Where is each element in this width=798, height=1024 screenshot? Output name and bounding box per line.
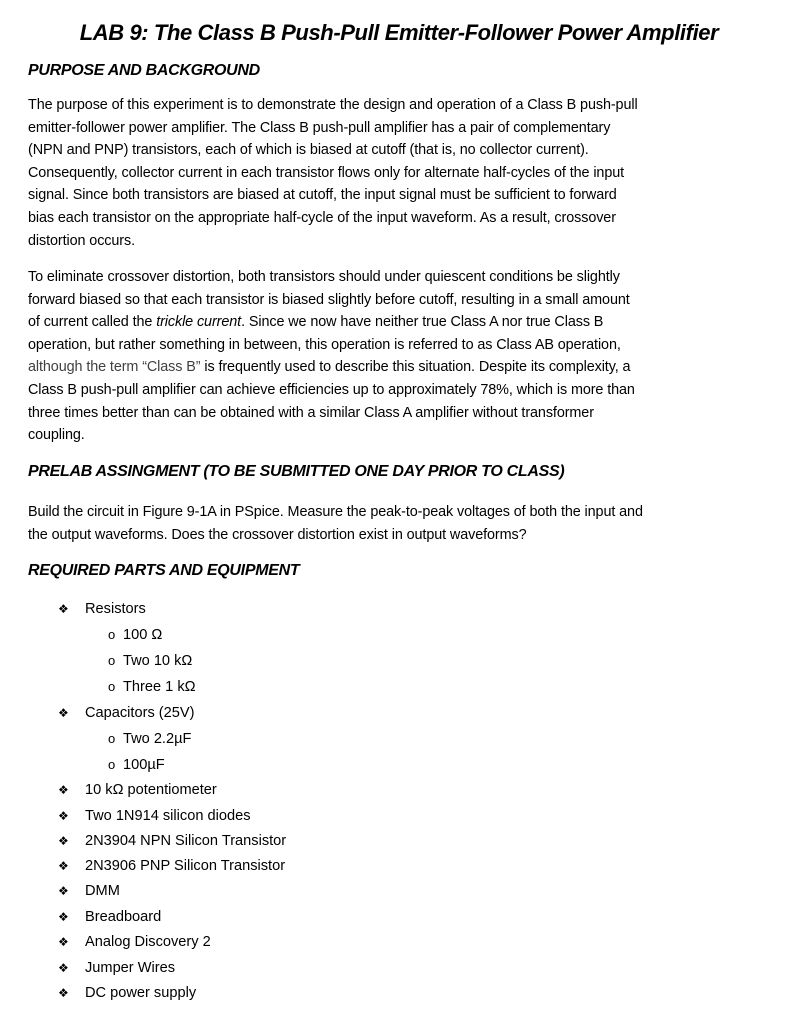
text-line: distortion occurs.	[28, 232, 135, 249]
prelab-paragraph	[28, 501, 768, 546]
circle-bullet-icon: o	[108, 653, 116, 668]
text-line: Class B push-pull amplifier can achieve efficiencies up to approximately 78%, which is more than	[28, 381, 635, 398]
sub-list-item	[108, 676, 196, 698]
text-run: . Since we now have neither true Class A nor true Class B	[241, 314, 604, 331]
text-line: the output waveforms. Does the crossover distortion exist in output waveforms?	[28, 526, 527, 543]
list-item	[58, 855, 285, 877]
purpose-paragraph-2	[28, 266, 768, 447]
text-line: Build the circuit in Figure 9-1A in PSpice. Measure the peak-to-peak voltages of both the input and	[28, 504, 643, 520]
list-item	[58, 931, 211, 953]
circle-bullet-icon: o	[108, 731, 116, 746]
text-line: To eliminate crossover distortion, both transistors should under quiescent conditions be slightly	[28, 269, 620, 285]
bullet-icon: ❖	[58, 910, 69, 924]
list-item	[58, 906, 161, 928]
text-line: bias each transistor on the appropriate half-cycle of the input waveform. As a result, crossover	[28, 209, 616, 226]
sub-list-item	[108, 650, 192, 672]
text-line: The purpose of this experiment is to demonstrate the design and operation of a Class B push-pull	[28, 97, 638, 113]
bullet-icon: ❖	[58, 834, 69, 848]
list-item-label: 2N3904 NPN Silicon Transistor	[85, 833, 287, 849]
text-line: operation, but rather something in between, this operation is referred to as Class AB operation,	[28, 336, 621, 353]
bullet-icon: ❖	[58, 706, 69, 720]
list-item-label: 10 kΩ potentiometer	[85, 782, 217, 798]
bullet-icon: ❖	[58, 602, 69, 616]
bullet-icon: ❖	[58, 935, 69, 949]
sub-list-item-label: Two 2.2µF	[123, 731, 192, 747]
circle-bullet-icon: o	[108, 757, 116, 772]
list-item	[58, 957, 175, 979]
bullet-icon: ❖	[58, 809, 69, 823]
list-item	[58, 830, 286, 852]
circle-bullet-icon: o	[108, 627, 116, 642]
list-item-label: Two 1N914 silicon diodes	[85, 808, 251, 824]
text-line: signal. Since both transistors are biased at cutoff, the input signal must be sufficient to forward	[28, 187, 617, 204]
emphasis-trickle-current: trickle current	[156, 314, 242, 331]
text-line: Consequently, collector current in each transistor flows only for alternate half-cycles of the input	[28, 164, 625, 181]
parts-heading: REQUIRED PARTS AND EQUIPMENT	[28, 562, 300, 579]
sub-list-item	[108, 754, 165, 776]
bullet-icon: ❖	[58, 859, 69, 873]
list-item-label: Jumper Wires	[85, 960, 176, 976]
list-item-label: DMM	[85, 883, 120, 899]
text-line: three times better than can be obtained with a similar Class A amplifier without transformer	[28, 404, 594, 421]
text-line	[28, 311, 768, 334]
list-item	[58, 880, 120, 902]
list-item-label: Analog Discovery 2	[85, 934, 211, 950]
purpose-heading: PURPOSE AND BACKGROUND	[28, 62, 260, 79]
bullet-icon: ❖	[58, 986, 69, 1000]
list-item-label: DC power supply	[85, 985, 197, 1001]
bullet-icon: ❖	[58, 961, 69, 975]
text-line: emitter-follower power amplifier. The Class B push-pull amplifier has a pair of complementary	[28, 119, 611, 136]
list-item-label: Resistors	[85, 601, 146, 617]
sub-list-item-label: Two 10 kΩ	[123, 653, 193, 669]
list-item	[58, 598, 146, 620]
text-run: although the term “Class B”	[28, 359, 201, 376]
text-line: (NPN and PNP) transistors, each of which is biased at cutoff (that is, no collector current).	[28, 142, 589, 159]
text-line: coupling.	[28, 427, 85, 444]
sub-list-item-label: 100µF	[123, 757, 165, 773]
list-item	[58, 779, 217, 801]
purpose-paragraph-1	[28, 94, 768, 252]
sub-list-item-label: 100 Ω	[123, 627, 163, 643]
text-line	[28, 356, 768, 379]
prelab-heading: PRELAB ASSINGMENT (TO BE SUBMITTED ONE DAY PRIOR TO CLASS)	[28, 463, 565, 480]
bullet-icon: ❖	[58, 783, 69, 797]
page-title: LAB 9: The Class B Push-Pull Emitter-Follower Power Amplifier	[79, 20, 719, 45]
list-item	[58, 702, 195, 724]
text-line: forward biased so that each transistor is biased slightly before cutoff, resulting in a small amount	[28, 291, 630, 308]
circle-bullet-icon: o	[108, 679, 116, 694]
sub-list-item	[108, 728, 191, 750]
sub-list-item	[108, 624, 162, 646]
list-item-label: 2N3906 PNP Silicon Transistor	[85, 858, 286, 874]
list-item	[58, 982, 196, 1004]
bullet-icon: ❖	[58, 884, 69, 898]
text-run: of current called the	[28, 314, 157, 331]
list-item-label: Breadboard	[85, 909, 162, 925]
text-run: is frequently used to describe this situation. Despite its complexity, a	[200, 359, 631, 376]
sub-list-item-label: Three 1 kΩ	[123, 679, 196, 695]
list-item	[58, 805, 251, 827]
list-item-label: Capacitors (25V)	[85, 705, 195, 721]
